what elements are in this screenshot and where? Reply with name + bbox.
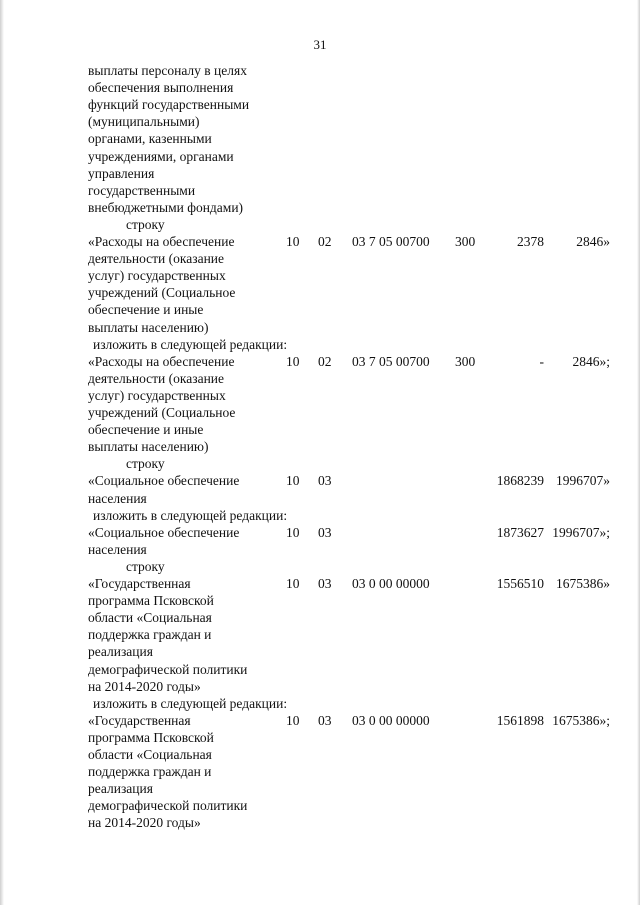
page-number: 31 xyxy=(313,37,327,52)
amount-year-2: 2846» xyxy=(576,234,610,249)
continuation-line: выплаты персоналу в целях xyxy=(88,63,247,78)
amount-year-1: 1873627 xyxy=(496,524,544,540)
target-article-code: 03 7 05 00700 xyxy=(352,353,430,369)
amount-year-2: 1675386»; xyxy=(552,712,610,728)
amount-year-1: 1561898 xyxy=(496,712,544,728)
row-description-line: поддержка граждан и xyxy=(88,627,212,643)
subsection-code: 02 xyxy=(318,234,332,249)
section-code: 10 xyxy=(286,234,300,249)
row-description-line: выплаты населению) xyxy=(88,319,209,335)
continuation-line: обеспечения выполнения xyxy=(88,80,234,96)
continuation-line: функций государственными xyxy=(88,97,250,113)
row-description-line: реализация xyxy=(88,644,153,660)
row-description-line: обеспечение и иные xyxy=(88,302,204,318)
expense-type-code: 300 xyxy=(455,353,476,369)
row-description-line: деятельности (оказание xyxy=(88,251,225,267)
expense-type-code: 300 xyxy=(455,234,476,249)
row-description-line: выплаты населению) xyxy=(88,439,209,455)
row-description-line: «Социальное обеспечение xyxy=(88,473,240,489)
subsection-code: 03 xyxy=(318,576,332,591)
target-article-code: 03 0 00 00000 xyxy=(352,576,430,591)
target-article-code: 03 0 00 00000 xyxy=(352,712,430,728)
row-description-line: «Государственная xyxy=(88,712,191,728)
instruction-text: изложить в следующей редакции: xyxy=(93,507,288,523)
row-description-line: демографической политики xyxy=(88,661,248,677)
row-description-line: деятельности (оказание xyxy=(88,370,225,386)
subsection-code: 03 xyxy=(318,473,332,489)
row-description-line: «Социальное обеспечение xyxy=(88,524,240,540)
instruction-text: строку xyxy=(126,558,165,574)
subsection-code: 02 xyxy=(318,353,332,369)
row-description-line: учреждений (Социальное xyxy=(88,405,236,420)
section-code: 10 xyxy=(286,353,300,369)
instruction-text: строку xyxy=(126,456,165,472)
row-description-line: области «Социальная xyxy=(88,747,212,762)
amount-year-1: 1556510 xyxy=(496,576,544,591)
instruction-text: изложить в следующей редакции: xyxy=(93,336,288,352)
amount-year-2: 1996707» xyxy=(556,473,610,489)
row-description-line: программа Псковской xyxy=(88,729,214,745)
row-description-line: населения xyxy=(88,541,147,557)
continuation-line: учреждениями, органами xyxy=(88,148,234,164)
continuation-line: государственными xyxy=(88,182,196,198)
row-description-line: «Расходы на обеспечение xyxy=(88,353,235,369)
row-description-line: демографической политики xyxy=(88,798,248,814)
row-description-line: на 2014-2020 годы» xyxy=(88,678,201,694)
subsection-code: 03 xyxy=(318,524,332,540)
amount-year-1: 2378 xyxy=(517,234,544,249)
continuation-line: органами, казенными xyxy=(88,131,212,147)
row-description-line: услуг) государственных xyxy=(88,387,226,403)
amount-year-1: 1868239 xyxy=(496,473,544,489)
row-description-line: программа Псковской xyxy=(88,593,214,609)
section-code: 10 xyxy=(286,524,300,540)
section-code: 10 xyxy=(286,712,300,728)
instruction-text: строку xyxy=(126,216,165,232)
row-description-line: услуг) государственных xyxy=(88,268,226,284)
row-description-line: поддержка граждан и xyxy=(88,764,212,780)
amount-year-2: 1996707»; xyxy=(552,524,610,540)
instruction-text: изложить в следующей редакции: xyxy=(93,695,288,711)
row-description-line: обеспечение и иные xyxy=(88,422,204,438)
row-description-line: учреждений (Социальное xyxy=(88,285,236,301)
continuation-line: внебюджетными фондами) xyxy=(88,199,244,215)
row-description-line: «Государственная xyxy=(88,576,191,591)
continuation-line: (муниципальными) xyxy=(88,114,200,130)
section-code: 10 xyxy=(286,473,300,489)
continuation-line: управления xyxy=(88,165,155,181)
row-description-line: области «Социальная xyxy=(88,610,212,626)
row-description-line: «Расходы на обеспечение xyxy=(88,234,235,249)
subsection-code: 03 xyxy=(318,712,332,728)
target-article-code: 03 7 05 00700 xyxy=(352,234,430,249)
row-description-line: реализация xyxy=(88,781,153,797)
row-description-line: населения xyxy=(88,490,147,506)
section-code: 10 xyxy=(286,576,300,591)
amount-year-2: 1675386» xyxy=(556,576,610,591)
row-description-line: на 2014-2020 годы» xyxy=(88,815,201,831)
amount-year-2: 2846»; xyxy=(572,353,610,369)
amount-year-1: - xyxy=(539,353,544,369)
